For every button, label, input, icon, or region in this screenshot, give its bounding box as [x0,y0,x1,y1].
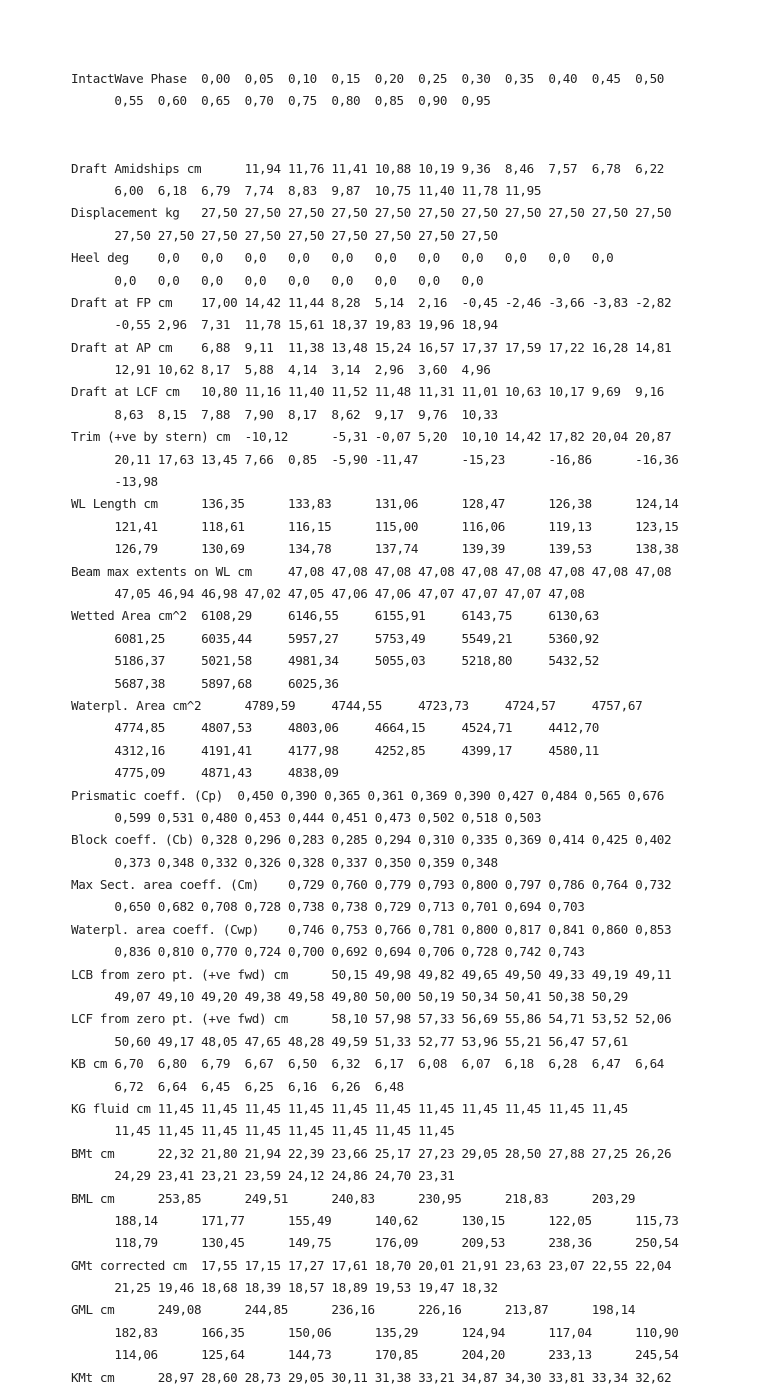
report-line: Draft at AP cm 6,88 9,11 11,38 13,48 15,24 16,57 17,37 17,59 17,22 16,28 14,81 [71,339,672,355]
report-line: 0,0 0,0 0,0 0,0 0,0 0,0 0,0 0,0 0,0 [71,272,484,288]
report-line: Draft at LCF cm 10,80 11,16 11,40 11,52 11,48 11,31 11,01 10,63 10,17 9,69 9,16 [71,384,665,400]
report-line: Block coeff. (Cb) 0,328 0,296 0,283 0,285 0,294 0,310 0,335 0,369 0,414 0,425 0,402 [71,832,672,848]
report-line: 24,29 23,41 23,21 23,59 24,12 24,86 24,70 23,31 [71,1168,455,1184]
report-line: Prismatic coeff. (Cp) 0,450 0,390 0,365 0,361 0,369 0,390 0,427 0,484 0,565 0,676 [71,787,665,803]
report-line: Waterpl. area coeff. (Cwp) 0,746 0,753 0,766 0,781 0,800 0,817 0,841 0,860 0,853 [71,921,672,937]
report-line: 11,45 11,45 11,45 11,45 11,45 11,45 11,45 11,45 [71,1123,455,1139]
report-line: GML cm 249,08 244,85 236,16 226,16 213,87 198,14 [71,1302,636,1318]
report-line: GMt corrected cm 17,55 17,15 17,27 17,61 18,70 20,01 21,91 23,63 23,07 22,55 22,04 [71,1257,672,1273]
report-line: Beam max extents on WL cm 47,08 47,08 47,08 47,08 47,08 47,08 47,08 47,08 47,08 [71,563,672,579]
report-line: Draft at FP cm 17,00 14,42 11,44 8,28 5,14 2,16 -0,45 -2,46 -3,66 -3,83 -2,82 [71,294,672,310]
report-line: 182,83 166,35 150,06 135,29 124,94 117,04 110,90 [71,1324,679,1340]
hydrostatics-report [71,68,761,1389]
blank-line [71,113,761,135]
report-line: 5687,38 5897,68 6025,36 [71,675,339,691]
report-line: 4774,85 4807,53 4803,06 4664,15 4524,71 4412,70 [71,720,599,736]
report-line: KMt cm 28,97 28,60 28,73 29,05 30,11 31,38 33,21 34,87 34,30 33,81 33,34 32,62 [71,1369,672,1385]
report-line: 8,63 8,15 7,88 7,90 8,17 8,62 9,17 9,76 10,33 [71,406,498,422]
report-line: Heel deg 0,0 0,0 0,0 0,0 0,0 0,0 0,0 0,0 0,0 0,0 0,0 [71,250,614,266]
report-line: 6081,25 6035,44 5957,27 5753,49 5549,21 5360,92 [71,630,599,646]
report-line: 4312,16 4191,41 4177,98 4252,85 4399,17 4580,11 [71,742,599,758]
report-line: Draft Amidships cm 11,94 11,76 11,41 10,88 10,19 9,36 8,46 7,57 6,78 6,22 [71,160,665,176]
report-line: 0,599 0,531 0,480 0,453 0,444 0,451 0,473 0,502 0,518 0,503 [71,809,542,825]
report-line: BML cm 253,85 249,51 240,83 230,95 218,83 203,29 [71,1190,636,1206]
report-line: IntactWave Phase 0,00 0,05 0,10 0,15 0,20 0,25 0,30 0,35 0,40 0,45 0,50 [71,71,665,86]
report-line: 47,05 46,94 46,98 47,02 47,05 47,06 47,06 47,07 47,07 47,07 47,08 [71,585,585,601]
report-line: Wetted Area cm^2 6108,29 6146,55 6155,91 6143,75 6130,63 [71,608,599,624]
report-line: 0,836 0,810 0,770 0,724 0,700 0,692 0,694 0,706 0,728 0,742 0,743 [71,944,585,960]
report-line: Trim (+ve by stern) cm -10,12 -5,31 -0,07 5,20 10,10 14,42 17,82 20,04 20,87 [71,429,672,445]
report-line: -13,98 [71,474,158,490]
report-line: 114,06 125,64 144,73 170,85 204,20 233,13 245,54 [71,1347,679,1363]
report-line: 21,25 19,46 18,68 18,39 18,57 18,89 19,53 19,47 18,32 [71,1280,498,1296]
report-line: KB cm 6,70 6,80 6,79 6,67 6,50 6,32 6,17 6,08 6,07 6,18 6,28 6,47 6,64 [71,1056,665,1072]
report-line: 49,07 49,10 49,20 49,38 49,58 49,80 50,00 50,19 50,34 50,41 50,38 50,29 [71,989,628,1005]
report-line: 188,14 171,77 155,49 140,62 130,15 122,05 115,73 [71,1212,679,1228]
report-line: 20,11 17,63 13,45 7,66 0,85 -5,90 -11,47 -15,23 -16,86 -16,36 [71,451,679,467]
report-line: 6,00 6,18 6,79 7,74 8,83 9,87 10,75 11,40 11,78 11,95 [71,182,542,198]
report-line: -0,55 2,96 7,31 11,78 15,61 18,37 19,83 19,96 18,94 [71,317,498,333]
report-line: LCF from zero pt. (+ve fwd) cm 58,10 57,98 57,33 56,69 55,86 54,71 53,52 52,06 [71,1011,672,1027]
report-line: 27,50 27,50 27,50 27,50 27,50 27,50 27,50 27,50 27,50 [71,227,498,243]
report-line: Max Sect. area coeff. (Cm) 0,729 0,760 0,779 0,793 0,800 0,797 0,786 0,764 0,732 [71,877,672,893]
blank-line [71,135,761,157]
report-line: 4775,09 4871,43 4838,09 [71,765,339,781]
report-line: BMt cm 22,32 21,80 21,94 22,39 23,66 25,17 27,23 29,05 28,50 27,88 27,25 26,26 [71,1145,672,1161]
report-line: Waterpl. Area cm^2 4789,59 4744,55 4723,73 4724,57 4757,67 [71,697,643,713]
report-line: 12,91 10,62 8,17 5,88 4,14 3,14 2,96 3,60 4,96 [71,362,491,378]
report-line: 0,650 0,682 0,708 0,728 0,738 0,738 0,729 0,713 0,701 0,694 0,703 [71,899,585,915]
report-line: KG fluid cm 11,45 11,45 11,45 11,45 11,45 11,45 11,45 11,45 11,45 11,45 11,45 [71,1100,628,1116]
report-line: Displacement kg 27,50 27,50 27,50 27,50 27,50 27,50 27,50 27,50 27,50 27,50 27,50 [71,205,672,221]
report-line: LCB from zero pt. (+ve fwd) cm 50,15 49,98 49,82 49,65 49,50 49,33 49,19 49,11 [71,966,672,982]
report-line: 5186,37 5021,58 4981,34 5055,03 5218,80 5432,52 [71,653,599,669]
report-line: 6,72 6,64 6,45 6,25 6,16 6,26 6,48 [71,1078,404,1094]
report-line: 121,41 118,61 116,15 115,00 116,06 119,13 123,15 [71,518,679,534]
report-line: 0,55 0,60 0,65 0,70 0,75 0,80 0,85 0,90 0,95 [71,93,491,109]
report-line: 0,373 0,348 0,332 0,326 0,328 0,337 0,350 0,359 0,348 [71,854,498,870]
report-line: 118,79 130,45 149,75 176,09 209,53 238,36 250,54 [71,1235,679,1251]
report-line: WL Length cm 136,35 133,83 131,06 128,47 126,38 124,14 [71,496,679,512]
report-line: 126,79 130,69 134,78 137,74 139,39 139,53 138,38 [71,541,679,557]
report-line: 50,60 49,17 48,05 47,65 48,28 49,59 51,33 52,77 53,96 55,21 56,47 57,61 [71,1033,628,1049]
